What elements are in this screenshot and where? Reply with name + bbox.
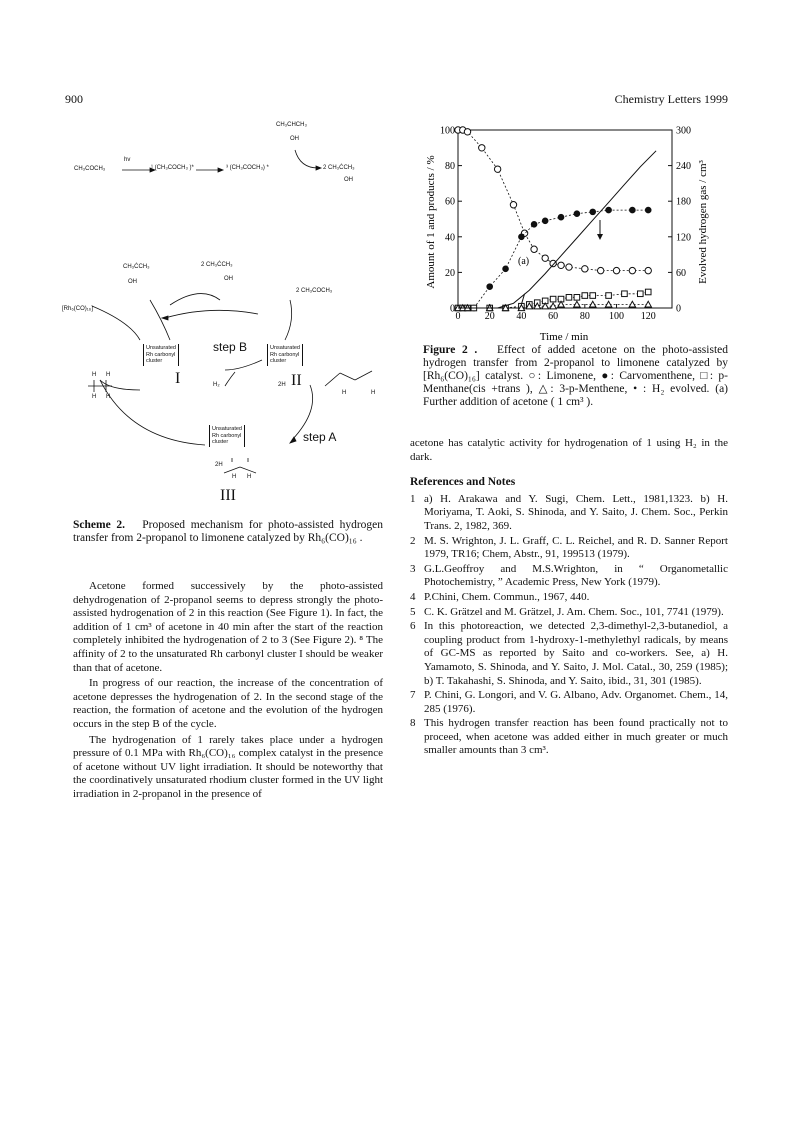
reference-item: [410, 591, 728, 605]
y-right-tick-label: 0: [676, 303, 681, 315]
data-point-2: [622, 291, 628, 297]
y-left-tick-label: 100: [440, 125, 455, 137]
data-point-0: [479, 145, 485, 151]
data-point-0: [550, 260, 556, 266]
data-point-0: [494, 166, 500, 172]
reference-item: [410, 689, 728, 716]
chart-annotation-a: (a): [518, 256, 530, 267]
data-point-1: [574, 211, 580, 217]
chart-ylabel-right: Evolved hydrogen gas / cm³: [697, 160, 709, 284]
reference-text: M. S. Wrighton, J. L. Graff, C. L. Reichel, and R. D. Sanner Report 1979, TR16; Chem, Abstr., 91, 199513 (1979).: [424, 534, 728, 561]
scheme-arrows: [0, 0, 400, 520]
scheme-radical-left: CH₃ĊCH₃: [123, 264, 150, 270]
reference-item: [410, 563, 728, 590]
y-left-tick-label: 0: [450, 303, 455, 315]
reference-text: P. Chini, G. Longori, and V. G. Albano, Adv. Organomet. Chem., 14, 285 (1976).: [424, 689, 728, 715]
reference-number: 6: [410, 620, 416, 633]
x-tick-label: 60: [548, 311, 559, 322]
scheme-step-a: step A: [303, 430, 337, 444]
y-left-tick-label: 60: [445, 196, 455, 208]
scheme-h-right1: H: [342, 390, 347, 396]
data-point-0: [558, 262, 564, 268]
reference-number: 7: [410, 689, 416, 702]
scheme-oh-product: OH: [344, 177, 353, 183]
scheme-hv: hv: [124, 157, 131, 163]
figure-caption: [423, 344, 728, 409]
scheme-caption-label: Scheme 2.: [73, 519, 126, 531]
reference-number: 5: [410, 605, 416, 618]
scheme-cluster-2: Unsaturated Rh carbonyl cluster: [267, 344, 303, 366]
chart-frame: [458, 130, 672, 308]
scheme-singlet: ¹ (CH₃COCH₃ )*: [151, 165, 194, 171]
scheme-2h-a: 2H: [278, 382, 286, 388]
continuation-text: acetone has catalytic activity for hydrogenation of 1 using H₂ in the dark.: [410, 437, 728, 463]
data-point-2: [606, 293, 612, 299]
page-number: 900: [65, 92, 83, 106]
data-point-1: [630, 207, 636, 213]
reference-item: [410, 717, 728, 758]
scheme-caption-text: Proposed mechanism for photo-assisted hydrogen transfer from 2-propanol to limonene catalyzed by Rh₆(CO)₁₆ .: [73, 519, 384, 544]
chart-ylabel-left: Amount of 1 and products / %: [425, 155, 437, 289]
data-point-0: [542, 255, 548, 261]
data-point-0: [531, 246, 537, 252]
h2-arrow-head: [597, 234, 603, 240]
y-right-tick-label: 180: [676, 196, 691, 208]
data-point-0: [645, 267, 651, 273]
scheme-2propanol: CH₃CHCH₃: [276, 122, 307, 128]
reference-list: [410, 493, 728, 758]
scheme-h-left2: H: [106, 372, 111, 378]
reference-number: 2: [410, 534, 416, 547]
y-right-tick-label: 120: [676, 232, 691, 244]
data-point-1: [487, 284, 493, 290]
scheme-oh-top: OH: [290, 136, 299, 142]
data-point-0: [613, 267, 619, 273]
reference-text: C. K. Grätzel and M. Grätzel, J. Am. Chem. Soc., 101, 7741 (1979).: [424, 605, 724, 618]
scheme-caption: [73, 519, 383, 545]
reference-text: a) H. Arakawa and Y. Sugi, Chem. Lett., 1981,1323. b) H. Moriyama, T. Aoki, S. Shinoda, and Y. Saito, J. Chem. Soc., Perkin Trans. 2, 1982, 369.: [424, 492, 728, 532]
body-right-column: [410, 437, 728, 759]
figure-2-chart: [410, 112, 740, 342]
reference-number: 1: [410, 492, 416, 505]
x-tick-label: 20: [484, 311, 495, 322]
data-point-0: [464, 129, 470, 135]
scheme-triplet: ³ (CH₃COCH₃) *: [226, 165, 269, 171]
scheme-cluster-3: Unsaturated Rh carbonyl cluster: [209, 425, 245, 447]
scheme-acetone2: 2 CH₃COCH₃: [296, 288, 333, 294]
y-left-tick-label: 20: [445, 267, 455, 279]
data-point-2: [550, 296, 556, 302]
body-paragraph-3: The hydrogenation of 1 rarely takes place under a hydrogen pressure of 0.1 MPa with Rh₆(CO)₁₆ complex catalyst in the presence of acetone without UV light irradiation. It should be noteworthy that the coordinatively unsaturated rhodium cluster formed in the UV light irradiation in 2-propanol in the presence of: [73, 733, 383, 800]
reference-text: In this photoreaction, we detected 2,3-dimethyl-2,3-butanediol, a coupling product from 1-hydroxy-1-methylethyl radicals, by means of GC-MS as reported by Saito and co-workers. See, a) H. Yamamoto, S. Shinoda, and Y. Saito, J. Mol. Catal., 30, 259 (1985); b) T. Takahashi, S. Shinoda, and Y. Saito, ibid., 31, 301 (1985).: [424, 620, 728, 687]
data-point-0: [597, 267, 603, 273]
data-point-2: [590, 293, 596, 299]
x-tick-label: 100: [609, 311, 625, 322]
scheme-roman-3: III: [220, 487, 236, 504]
scheme-acetone: CH₃COCH₃: [74, 166, 106, 172]
reference-item: [410, 620, 728, 688]
x-tick-label: 0: [455, 311, 461, 322]
reference-text: G.L.Geoffroy and M.S.Wrighton, in “ Organometallic Photochemistry, ” Academic Press, New York (1979).: [424, 562, 728, 589]
reference-number: 4: [410, 590, 416, 603]
scheme-step-b: step B: [213, 340, 248, 354]
data-point-1: [606, 207, 612, 213]
data-point-1: [558, 214, 564, 220]
data-point-1: [542, 218, 548, 224]
data-point-1: [590, 209, 596, 215]
data-point-0: [510, 202, 516, 208]
body-left-column: [73, 580, 383, 804]
scheme-h-bot2: H: [247, 474, 252, 480]
data-point-2: [645, 289, 651, 295]
body-paragraph-2: In progress of our reaction, the increase of the concentration of acetone depresses the hydrogenation of 2. In the second stage of the reaction, the formation of acetone and the evolution of the hydrogen occurs in the step B of the cycle.: [73, 677, 383, 730]
scheme-2h-b: 2H: [215, 462, 223, 468]
figure-caption-text: Effect of added acetone on the photo-assisted hydrogen transfer from 2-propanol to limonene catalyzed by [Rh₆(CO)₁₆] catalyst. ○: Limonene, ●: Carvomenthene, □: p-Menthane(cis +trans ), △: 3-p-Menthene, • : H₂ evolved. (a) Further addition of acetone ( 1 cm³ ).: [423, 344, 728, 408]
reference-item: [410, 493, 728, 534]
y-right-tick-label: 240: [676, 161, 691, 173]
y-right-tick-label: 300: [676, 125, 691, 137]
scheme-radical-product: 2 CH₃ĊCH₃: [323, 165, 355, 171]
scheme-oh-mid: OH: [224, 276, 233, 282]
scheme-h-left1: H: [92, 372, 97, 378]
scheme-h-left4: H: [106, 394, 111, 400]
reference-text: P.Chini, Chem. Commun., 1967, 440.: [424, 590, 590, 603]
body-paragraph-1: Acetone formed successively by the photo-assisted dehydrogenation of 2-propanol seems to depress strongly the photo-assisted hydrogenation of 2 in this reaction (See Figure 1). In fact, the addition of 1 cm³ of acetone in 40 min after the start of the reaction completely inhibited the hydrogenation of 2 to 3 (See Figure 2). ⁸ The affinity of 2 to the unsaturated Rh carbonyl cluster I should be weaker than that of acetone.: [73, 580, 383, 674]
data-point-0: [566, 264, 572, 270]
chart-xlabel: Time / min: [539, 331, 589, 342]
data-point-0: [629, 267, 635, 273]
y-left-tick-label: 80: [445, 161, 455, 173]
journal-title: Chemistry Letters 1999: [614, 92, 728, 106]
data-point-1: [503, 266, 509, 272]
scheme-rh: [Rh₆(CO)₁₆]: [62, 306, 93, 312]
scheme-h-right2: H: [371, 390, 376, 396]
x-tick-label: 120: [640, 311, 656, 322]
data-point-1: [519, 234, 525, 240]
reference-number: 8: [410, 717, 416, 730]
reference-text: This hydrogen transfer reaction has been found practically not to proceed, when acetone was added either in much greater or much smaller amounts than 3 cm³.: [424, 717, 728, 757]
y-left-tick-label: 40: [445, 232, 455, 244]
reference-number: 3: [410, 562, 416, 575]
data-point-0: [582, 266, 588, 272]
data-point-2: [582, 293, 588, 299]
data-point-1: [645, 207, 651, 213]
x-tick-label: 80: [579, 311, 590, 322]
scheme-cluster-1: Unsaturated Rh carbonyl cluster: [143, 344, 179, 366]
x-tick-label: 40: [516, 311, 527, 322]
scheme-h-bot1: H: [232, 474, 237, 480]
series-line-0: [458, 130, 648, 271]
figure-caption-label: Figure 2 .: [423, 344, 478, 356]
scheme-h-left3: H: [92, 394, 97, 400]
references-title: References and Notes: [410, 476, 516, 489]
scheme-oh-left: OH: [128, 279, 137, 285]
reference-item: [410, 535, 728, 562]
scheme-h2: H₂: [213, 382, 220, 388]
y-right-tick-label: 60: [676, 267, 686, 279]
data-point-2: [566, 295, 572, 301]
data-point-2: [574, 295, 580, 301]
scheme-roman-1: I: [175, 370, 181, 387]
scheme-radical-mid: 2 CH₃ĊCH₃: [201, 262, 233, 268]
scheme-roman-2: II: [291, 372, 302, 389]
data-point-1: [531, 222, 537, 228]
reference-item: [410, 606, 728, 620]
data-point-2: [637, 291, 643, 297]
